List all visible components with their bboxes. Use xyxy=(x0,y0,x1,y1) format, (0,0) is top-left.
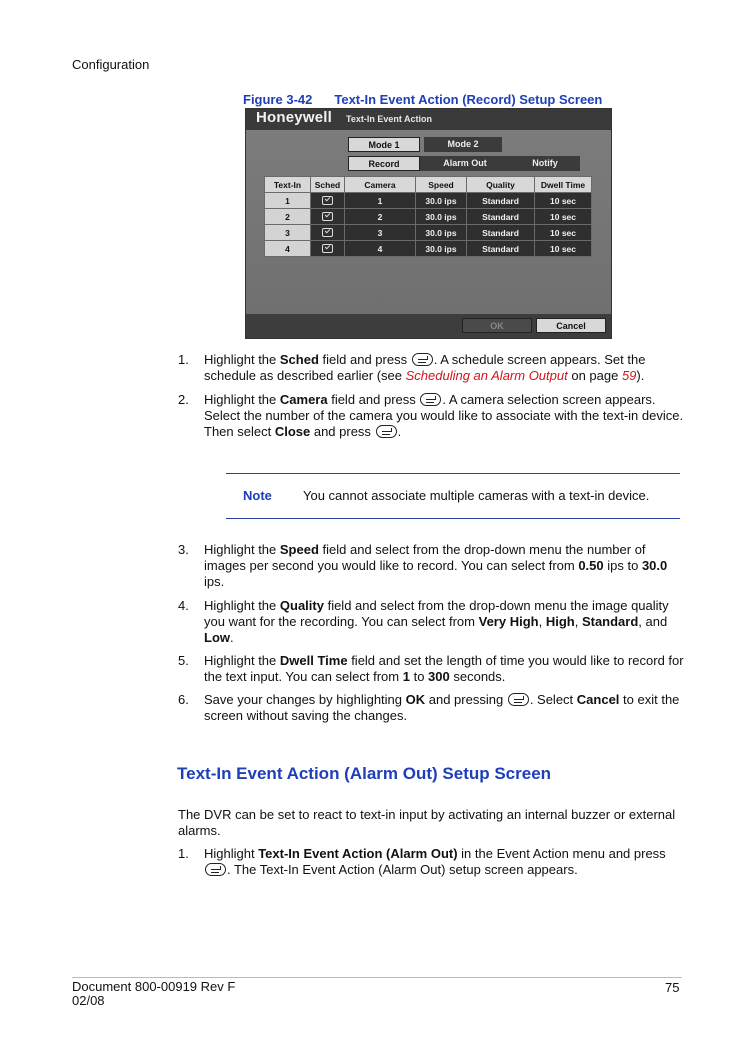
schedule-check-icon xyxy=(322,196,333,205)
table-row xyxy=(265,241,592,257)
step-number: 5. xyxy=(178,653,189,668)
page-reference-link[interactable]: 59 xyxy=(621,368,637,383)
page-number: 75 xyxy=(665,980,680,995)
enter-button-icon xyxy=(412,353,433,366)
tab-alarm-out[interactable]: Alarm Out xyxy=(420,156,510,171)
table-header-row xyxy=(265,177,592,193)
cancel-button[interactable]: Cancel xyxy=(536,318,606,333)
step-text: Highlight the Sched field and press . A schedule screen appears. Set the schedule as described earlier (see Scheduling an Alarm Output on page 59). xyxy=(204,352,646,383)
dwell-cell[interactable]: 10 sec xyxy=(535,225,592,241)
speed-cell[interactable]: 30.0 ips xyxy=(416,209,467,225)
honeywell-logo: Honeywell xyxy=(256,109,332,126)
figure-number: Figure 3-42 xyxy=(243,92,313,107)
quality-cell[interactable]: Standard xyxy=(467,225,535,241)
step-number: 1. xyxy=(178,846,189,861)
speed-cell[interactable]: 30.0 ips xyxy=(416,241,467,257)
note-top-rule xyxy=(226,473,680,474)
quality-cell[interactable]: Standard xyxy=(467,241,535,257)
step-text: Save your changes by highlighting OK and pressing . Select Cancel to exit the screen without saving the changes. xyxy=(204,692,680,723)
quality-cell[interactable]: Standard xyxy=(467,193,535,209)
note-bottom-rule xyxy=(226,518,680,519)
table-row xyxy=(265,209,592,225)
note-label: Note xyxy=(243,488,272,503)
schedule-check-icon xyxy=(322,228,333,237)
text-in-table xyxy=(264,176,592,257)
enter-button-icon xyxy=(508,693,529,706)
tab-record[interactable]: Record xyxy=(348,156,420,171)
document-number: Document 800-00919 Rev F xyxy=(72,979,236,994)
section-paragraph: The DVR can be set to react to text-in input by activating an internal buzzer or external alarms. xyxy=(178,807,676,838)
schedule-check-icon xyxy=(322,244,333,253)
step-number: 1. xyxy=(178,352,189,367)
col-camera: Camera xyxy=(345,177,416,193)
tab-notify[interactable]: Notify xyxy=(510,156,580,171)
table-row xyxy=(265,225,592,241)
col-quality: Quality xyxy=(467,177,535,193)
speed-cell[interactable]: 30.0 ips xyxy=(416,225,467,241)
camera-cell[interactable]: 1 xyxy=(345,193,416,209)
step-number: 2. xyxy=(178,392,189,407)
text-in-number: 1 xyxy=(265,193,311,209)
enter-button-icon xyxy=(205,863,226,876)
step-number: 3. xyxy=(178,542,189,557)
running-header: Configuration xyxy=(72,57,150,72)
figure-title: Text-In Event Action (Record) Setup Screen xyxy=(334,92,603,107)
step-text: Highlight the Dwell Time field and set the length of time you would like to record for the text input. You can select from 1 to 300 seconds. xyxy=(204,653,684,684)
dwell-cell[interactable]: 10 sec xyxy=(535,193,592,209)
text-in-number: 4 xyxy=(265,241,311,257)
step-text: Highlight Text-In Event Action (Alarm Out) in the Event Action menu and press . The Text-In Event Action (Alarm Out) setup screen appears. xyxy=(204,846,666,877)
ok-button[interactable]: OK xyxy=(462,318,532,333)
footer-doc-info xyxy=(72,980,235,1008)
camera-cell[interactable]: 4 xyxy=(345,241,416,257)
sched-cell[interactable] xyxy=(311,193,345,209)
step-text: Highlight the Camera field and press . A camera selection screen appears. Select the number of the camera you would like to associate with the text-in device. Then select Close and press . xyxy=(204,392,684,439)
text-in-number: 2 xyxy=(265,209,311,225)
schedule-check-icon xyxy=(322,212,333,221)
step-number: 6. xyxy=(178,692,189,707)
note-text: You cannot associate multiple cameras with a text-in device. xyxy=(303,488,650,503)
col-text-in: Text-In xyxy=(265,177,311,193)
cross-reference-link[interactable]: Scheduling an Alarm Output xyxy=(405,368,568,383)
footer-rule xyxy=(72,977,682,978)
step-text: Highlight the Quality field and select from the drop-down menu the image quality you want for the recording. You can select from Very High, High, Standard, and Low. xyxy=(204,598,669,645)
sched-cell[interactable] xyxy=(311,225,345,241)
dwell-cell[interactable]: 10 sec xyxy=(535,241,592,257)
table-row xyxy=(265,193,592,209)
enter-button-icon xyxy=(376,425,397,438)
dvr-setup-screen xyxy=(245,108,612,339)
tab-mode-1[interactable]: Mode 1 xyxy=(348,137,420,152)
step-text: Highlight the Speed field and select from the drop-down menu the number of images per second you would like to record. You can select from 0.50 ips to 30.0 ips. xyxy=(204,542,668,589)
camera-cell[interactable]: 2 xyxy=(345,209,416,225)
quality-cell[interactable]: Standard xyxy=(467,209,535,225)
dvr-window-title: Text-In Event Action xyxy=(346,114,433,124)
col-speed: Speed xyxy=(416,177,467,193)
speed-cell[interactable]: 30.0 ips xyxy=(416,193,467,209)
section-heading: Text-In Event Action (Alarm Out) Setup Screen xyxy=(177,764,552,783)
enter-button-icon xyxy=(420,393,441,406)
col-dwell-time: Dwell Time xyxy=(535,177,592,193)
tab-mode-2[interactable]: Mode 2 xyxy=(424,137,502,152)
sched-cell[interactable] xyxy=(311,209,345,225)
col-sched: Sched xyxy=(311,177,345,193)
document-date: 02/08 xyxy=(72,993,105,1008)
camera-cell[interactable]: 3 xyxy=(345,225,416,241)
figure-caption xyxy=(243,92,602,107)
dwell-cell[interactable]: 10 sec xyxy=(535,209,592,225)
step-number: 4. xyxy=(178,598,189,613)
text-in-number: 3 xyxy=(265,225,311,241)
sched-cell[interactable] xyxy=(311,241,345,257)
